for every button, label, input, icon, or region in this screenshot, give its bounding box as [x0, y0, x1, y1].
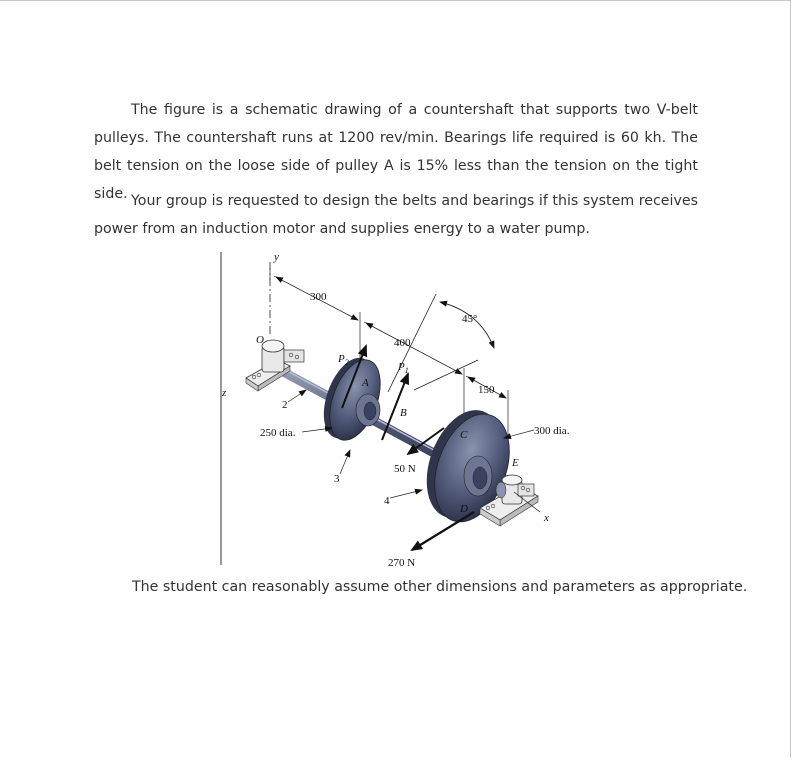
problem-paragraph-2: Your group is requested to design the belts and bearings if this system receives power from an induction motor and supplies energy to a water pump.: [94, 193, 698, 237]
y-axis-label: y: [274, 251, 279, 263]
z-axis-label: z: [222, 387, 227, 399]
dim-400-label: 400: [394, 337, 411, 349]
dia-300-label: 300 dia.: [534, 425, 570, 437]
x-axis-label: x: [544, 512, 549, 524]
dim-300-label: 300: [310, 291, 327, 303]
point-c-label: C: [460, 429, 468, 441]
point-2-label: 2: [282, 399, 288, 411]
assumption-note: The student can reasonably assume other dimensions and parameters as appropriate.: [132, 579, 748, 595]
dim-400-line: [366, 323, 462, 374]
point-a-label: A: [362, 377, 369, 389]
force-270n-arrow: [412, 512, 474, 550]
point-b-label: B: [400, 407, 407, 419]
angle-arc: [440, 302, 494, 348]
dim-150-label: 150: [478, 384, 495, 396]
force-270n-label: 270 N: [388, 557, 416, 569]
angle-arc: [440, 302, 494, 348]
point-4-leader: [390, 490, 422, 498]
force-50n-label: 50 N: [394, 463, 416, 475]
dia-250-label: 250 dia.: [260, 427, 296, 439]
point-o-label: O: [256, 334, 264, 346]
point-e-label: E: [512, 457, 519, 469]
point-d-label: D: [460, 503, 468, 515]
point-4-label: 4: [384, 495, 390, 507]
angle-ref-line: [414, 360, 478, 390]
point-3-label: 3: [334, 473, 340, 485]
countershaft-figure: [218, 250, 590, 572]
point-3-leader: [340, 450, 350, 474]
problem-paragraph-1: The figure is a schematic drawing of a countershaft that supports two V-belt pulleys. The countershaft runs at 1200 rev/min. Bearings life required is 60 kh. The belt tension on the loose side of pulley A is 15% less than the tension on the tight side.: [94, 102, 698, 202]
force-p1-label: $P_1$: [398, 361, 409, 375]
dia-300-leader: [504, 430, 534, 438]
point-2-leader: [288, 390, 306, 402]
force-p2-label: $P_2$: [338, 353, 349, 367]
angle-label: 45°: [462, 313, 478, 325]
